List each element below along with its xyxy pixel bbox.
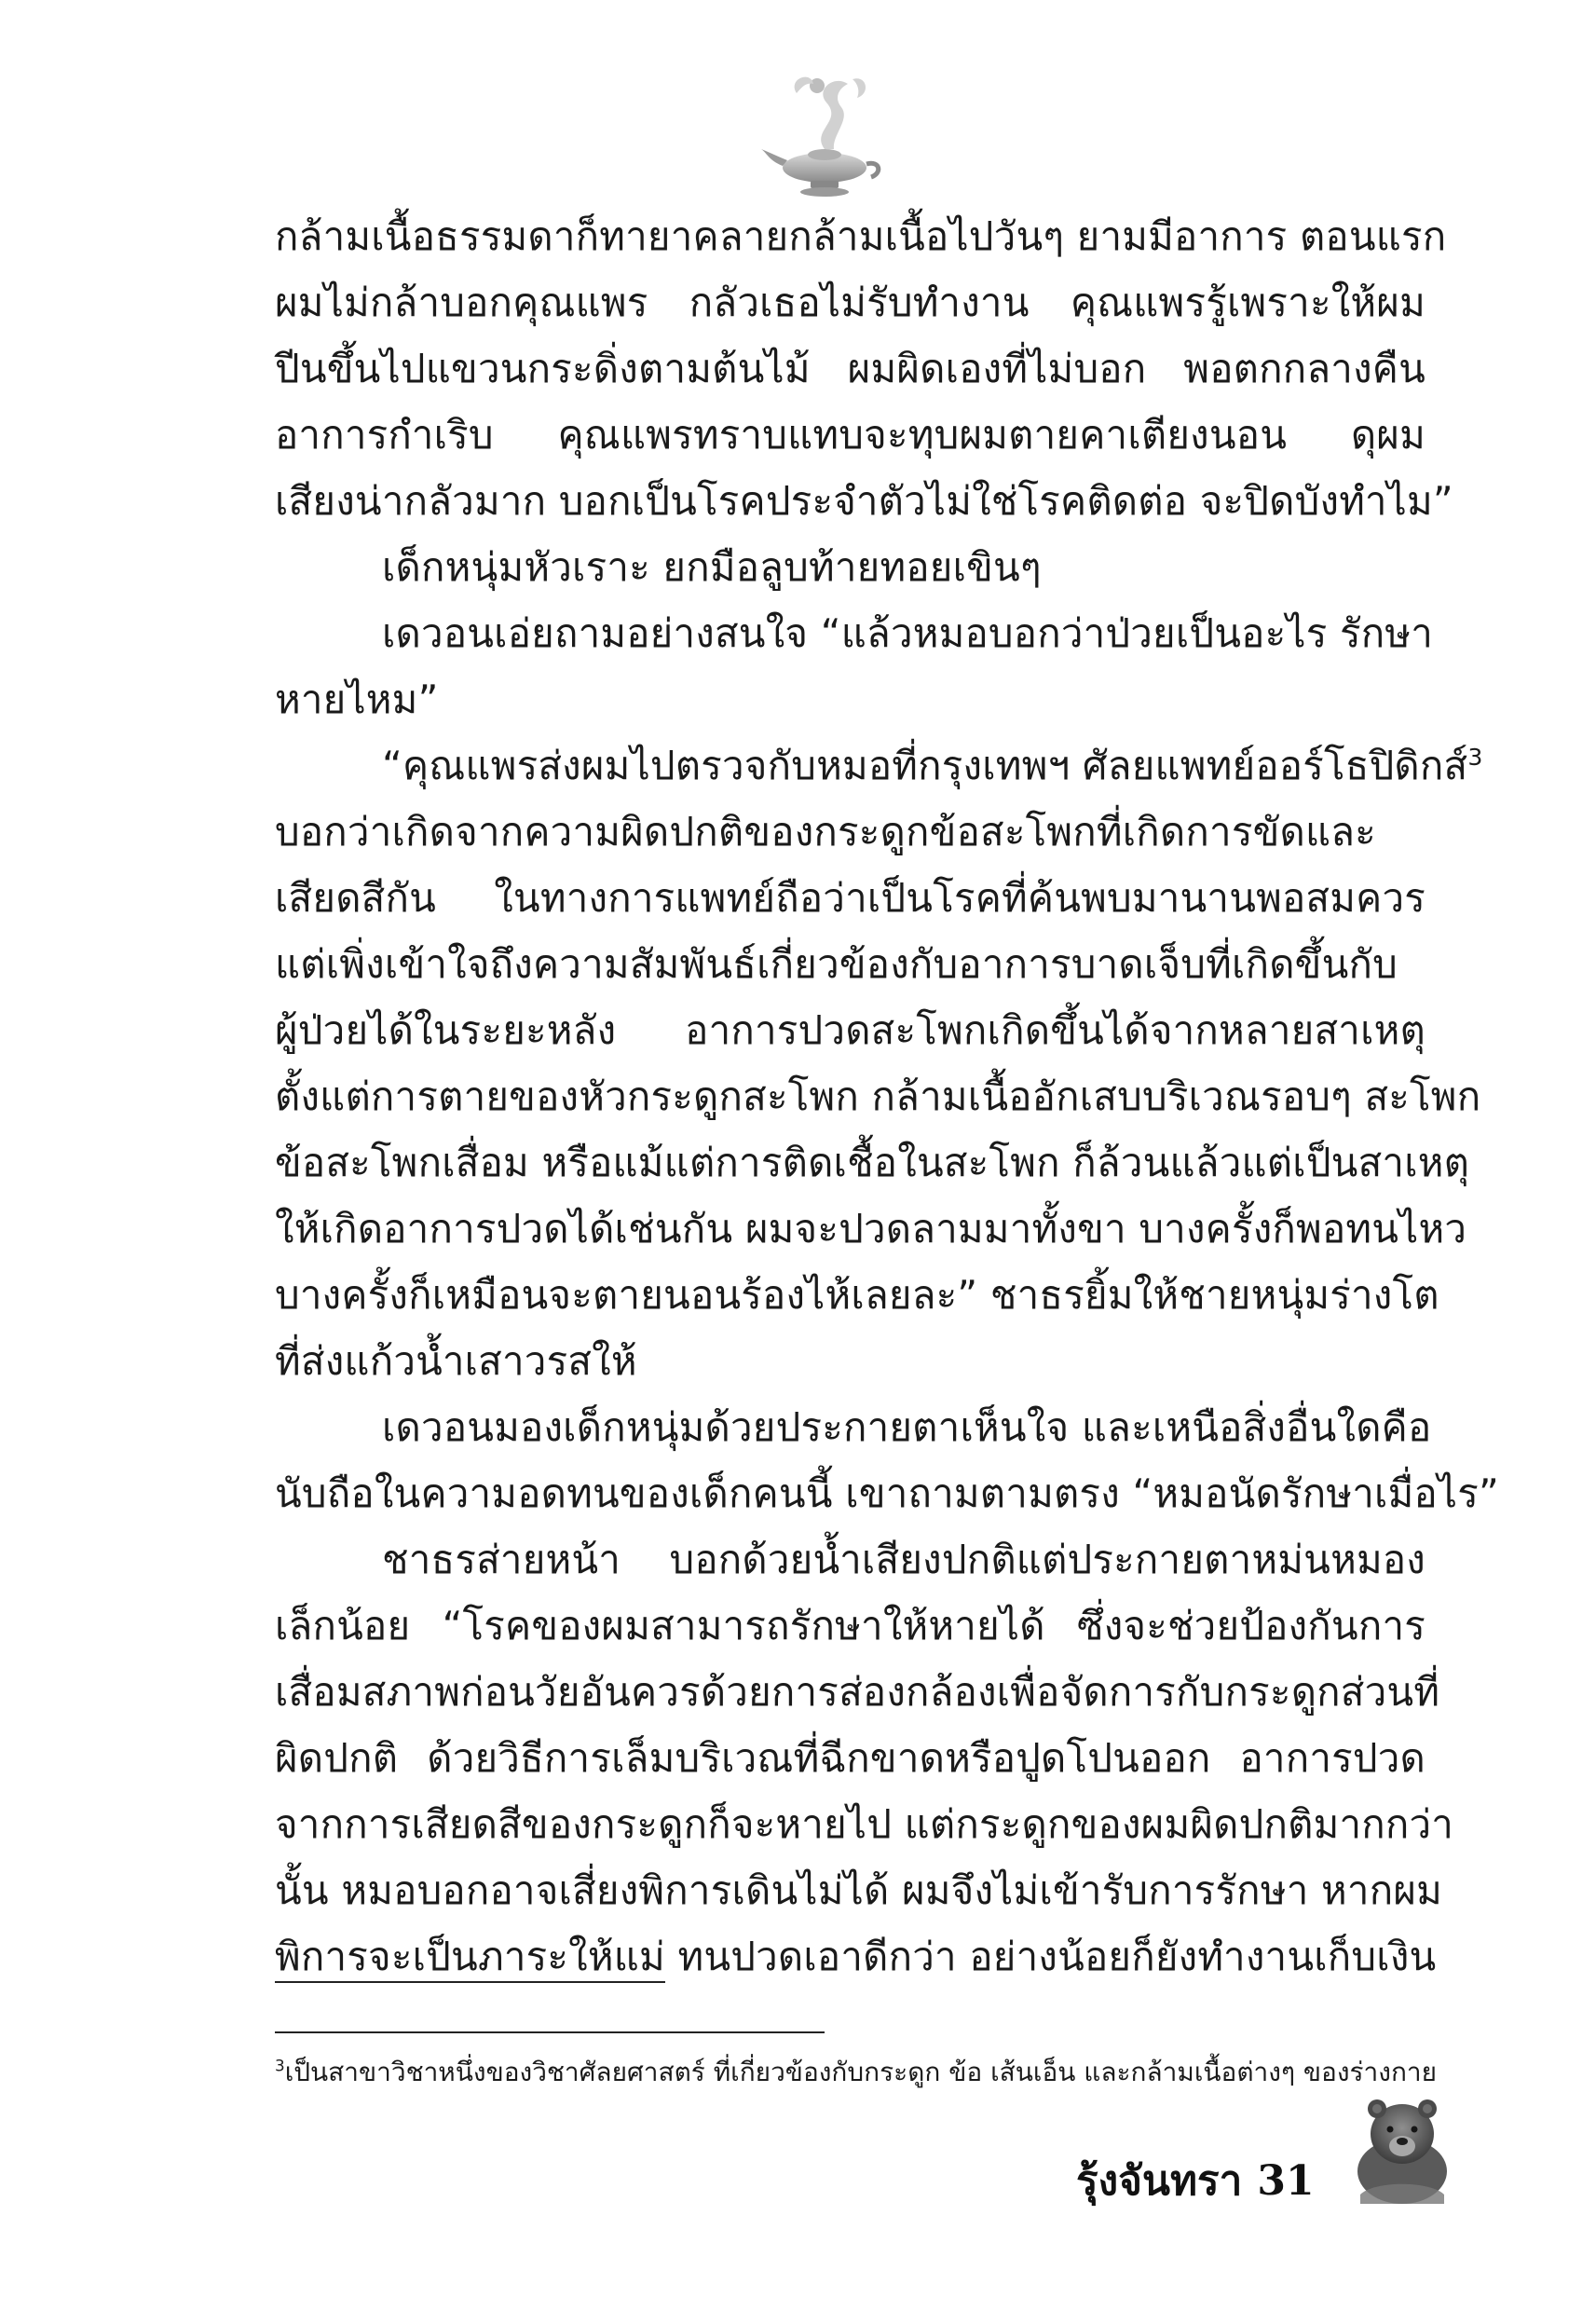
text-line: จากการเสียดสีของกระดูกก็จะหายไป แต่กระดูกของผมผิดปกติมากกว่า — [275, 1801, 1454, 1847]
text-line: ผมไม่กล้าบอกคุณแพร กลัวเธอไม่รับทำงาน คุณแพรรู้เพราะให้ผม — [275, 280, 1425, 325]
text-line: ข้อสะโพกเสื่อม หรือแม้แต่การติดเชื้อในสะโพก ก็ล้วนแล้วแต่เป็นสาเหตุ — [275, 1140, 1470, 1185]
bear-icon — [1351, 2083, 1453, 2204]
text-line: พิการจะเป็นภาระให้แม่ ทนปวดเอาดีกว่า อย่างน้อยก็ยังทำงานเก็บเงิน — [275, 1923, 1425, 1990]
text-line: บอกว่าเกิดจากความผิดปกติของกระดูกข้อสะโพกที่เกิดการขัดและ — [275, 809, 1376, 855]
text-line: เด็กหนุ่มหัวเราะ ยกมือลูบท้ายทอยเขินๆ — [382, 544, 1042, 590]
text-line: บางครั้งก็เหมือนจะตายนอนร้องไห้เลยละ” ชาธรยิ้มให้ชายหนุ่มร่างโต — [275, 1272, 1439, 1318]
text-line: เสื่อมสภาพก่อนวัยอันควรด้วยการส่องกล้องเพื่อจัดการกับกระดูกส่วนที่ — [275, 1669, 1440, 1715]
book-title: รุ้งจันทรา — [1076, 2157, 1243, 2205]
text-line: ชาธรส่ายหน้า บอกด้วยน้ำเสียงปกติแต่ประกายตาหม่นหมอง — [382, 1537, 1425, 1582]
text-line: กล้ามเนื้อธรรมดาก็ทายาคลายกล้ามเนื้อไปวันๆ ยามมีอาการ ตอนแรก — [275, 213, 1447, 259]
text-line: ตั้งแต่การตายของหัวกระดูกสะโพก กล้ามเนื้ออักเสบบริเวณรอบๆ สะโพก — [275, 1073, 1481, 1119]
text-line: แต่เพิ่งเข้าใจถึงความสัมพันธ์เกี่ยวข้องกับอาการบาดเจ็บที่เกิดขึ้นกับ — [275, 941, 1398, 987]
text-line: เล็กน้อย “โรคของผมสามารถรักษาให้หายได้ ซึ่งจะช่วยป้องกันการ — [275, 1603, 1425, 1648]
text-line: เสียดสีกัน ในทางการแพทย์ถือว่าเป็นโรคที่ค้นพบมานานพอสมควร — [275, 875, 1425, 921]
footnote-text: เป็นสาขาวิชาหนึ่งของวิชาศัลยศาสตร์ ที่เกี่ยวข้องกับกระดูก ข้อ เส้นเอ็น และกล้ามเนื้อต่างๆ ของร่างกาย — [284, 2057, 1438, 2087]
underlined-phrase: พิการจะเป็นภาระให้แม่ — [275, 1934, 665, 1983]
footnote-divider — [275, 2031, 825, 2033]
text-line: นั้น หมอบอกอาจเสี่ยงพิการเดินไม่ได้ ผมจึงไม่เข้ารับการรักษา หากผม — [275, 1867, 1443, 1913]
text-line-with-footnote — [275, 732, 1483, 799]
text-line: นับถือในความอดทนของเด็กคนนี้ เขาถามตามตรง “หมอนัดรักษาเมื่อไร” — [275, 1470, 1499, 1516]
magic-lamp-icon — [759, 56, 890, 205]
text-line: ผิดปกติ ด้วยวิธีการเล็มบริเวณที่ฉีกขาดหรือปูดโปนออก อาการปวด — [275, 1735, 1425, 1781]
text-line: อาการกำเริบ คุณแพรทราบแทบจะทุบผมตายคาเตียงนอน ดุผม — [275, 412, 1425, 458]
footnote-reference: 3 — [1467, 744, 1483, 771]
text-line: เสียงน่ากลัวมาก บอกเป็นโรคประจำตัวไม่ใช่โรคติดต่อ จะปิดบังทำไม” — [275, 478, 1453, 524]
footnote — [275, 2052, 1438, 2093]
text-line: ผู้ป่วยได้ในระยะหลัง อาการปวดสะโพกเกิดขึ้นได้จากหลายสาเหตุ — [275, 1007, 1425, 1053]
text-line-content: “คุณแพรส่งผมไปตรวจกับหมอที่กรุงเทพฯ ศัลยแพทย์ออร์โธปิดิกส์ — [382, 743, 1468, 788]
text-line: เดวอนมองเด็กหนุ่มด้วยประกายตาเห็นใจ และเหนือสิ่งอื่นใดคือ — [382, 1404, 1432, 1450]
footnote-marker: 3 — [275, 2056, 285, 2075]
text-line: เดวอนเอ่ยถามอย่างสนใจ “แล้วหมอบอกว่าป่วยเป็นอะไร รักษา — [382, 610, 1434, 656]
body-text — [275, 203, 1499, 1990]
text-line: ปีนขึ้นไปแขวนกระดิ่งตามต้นไม้ ผมผิดเองที่ไม่บอก พอตกกลางคืน — [275, 346, 1425, 391]
page-number: 31 — [1257, 2156, 1315, 2205]
text-line: ให้เกิดอาการปวดได้เช่นกัน ผมจะปวดลามมาทั้งขา บางครั้งก็พอทนไหว — [275, 1206, 1467, 1251]
text-line: หายไหม” — [275, 677, 439, 722]
page-footer — [1076, 2148, 1315, 2213]
text-line: ที่ส่งแก้วน้ำเสาวรสให้ — [275, 1338, 637, 1384]
